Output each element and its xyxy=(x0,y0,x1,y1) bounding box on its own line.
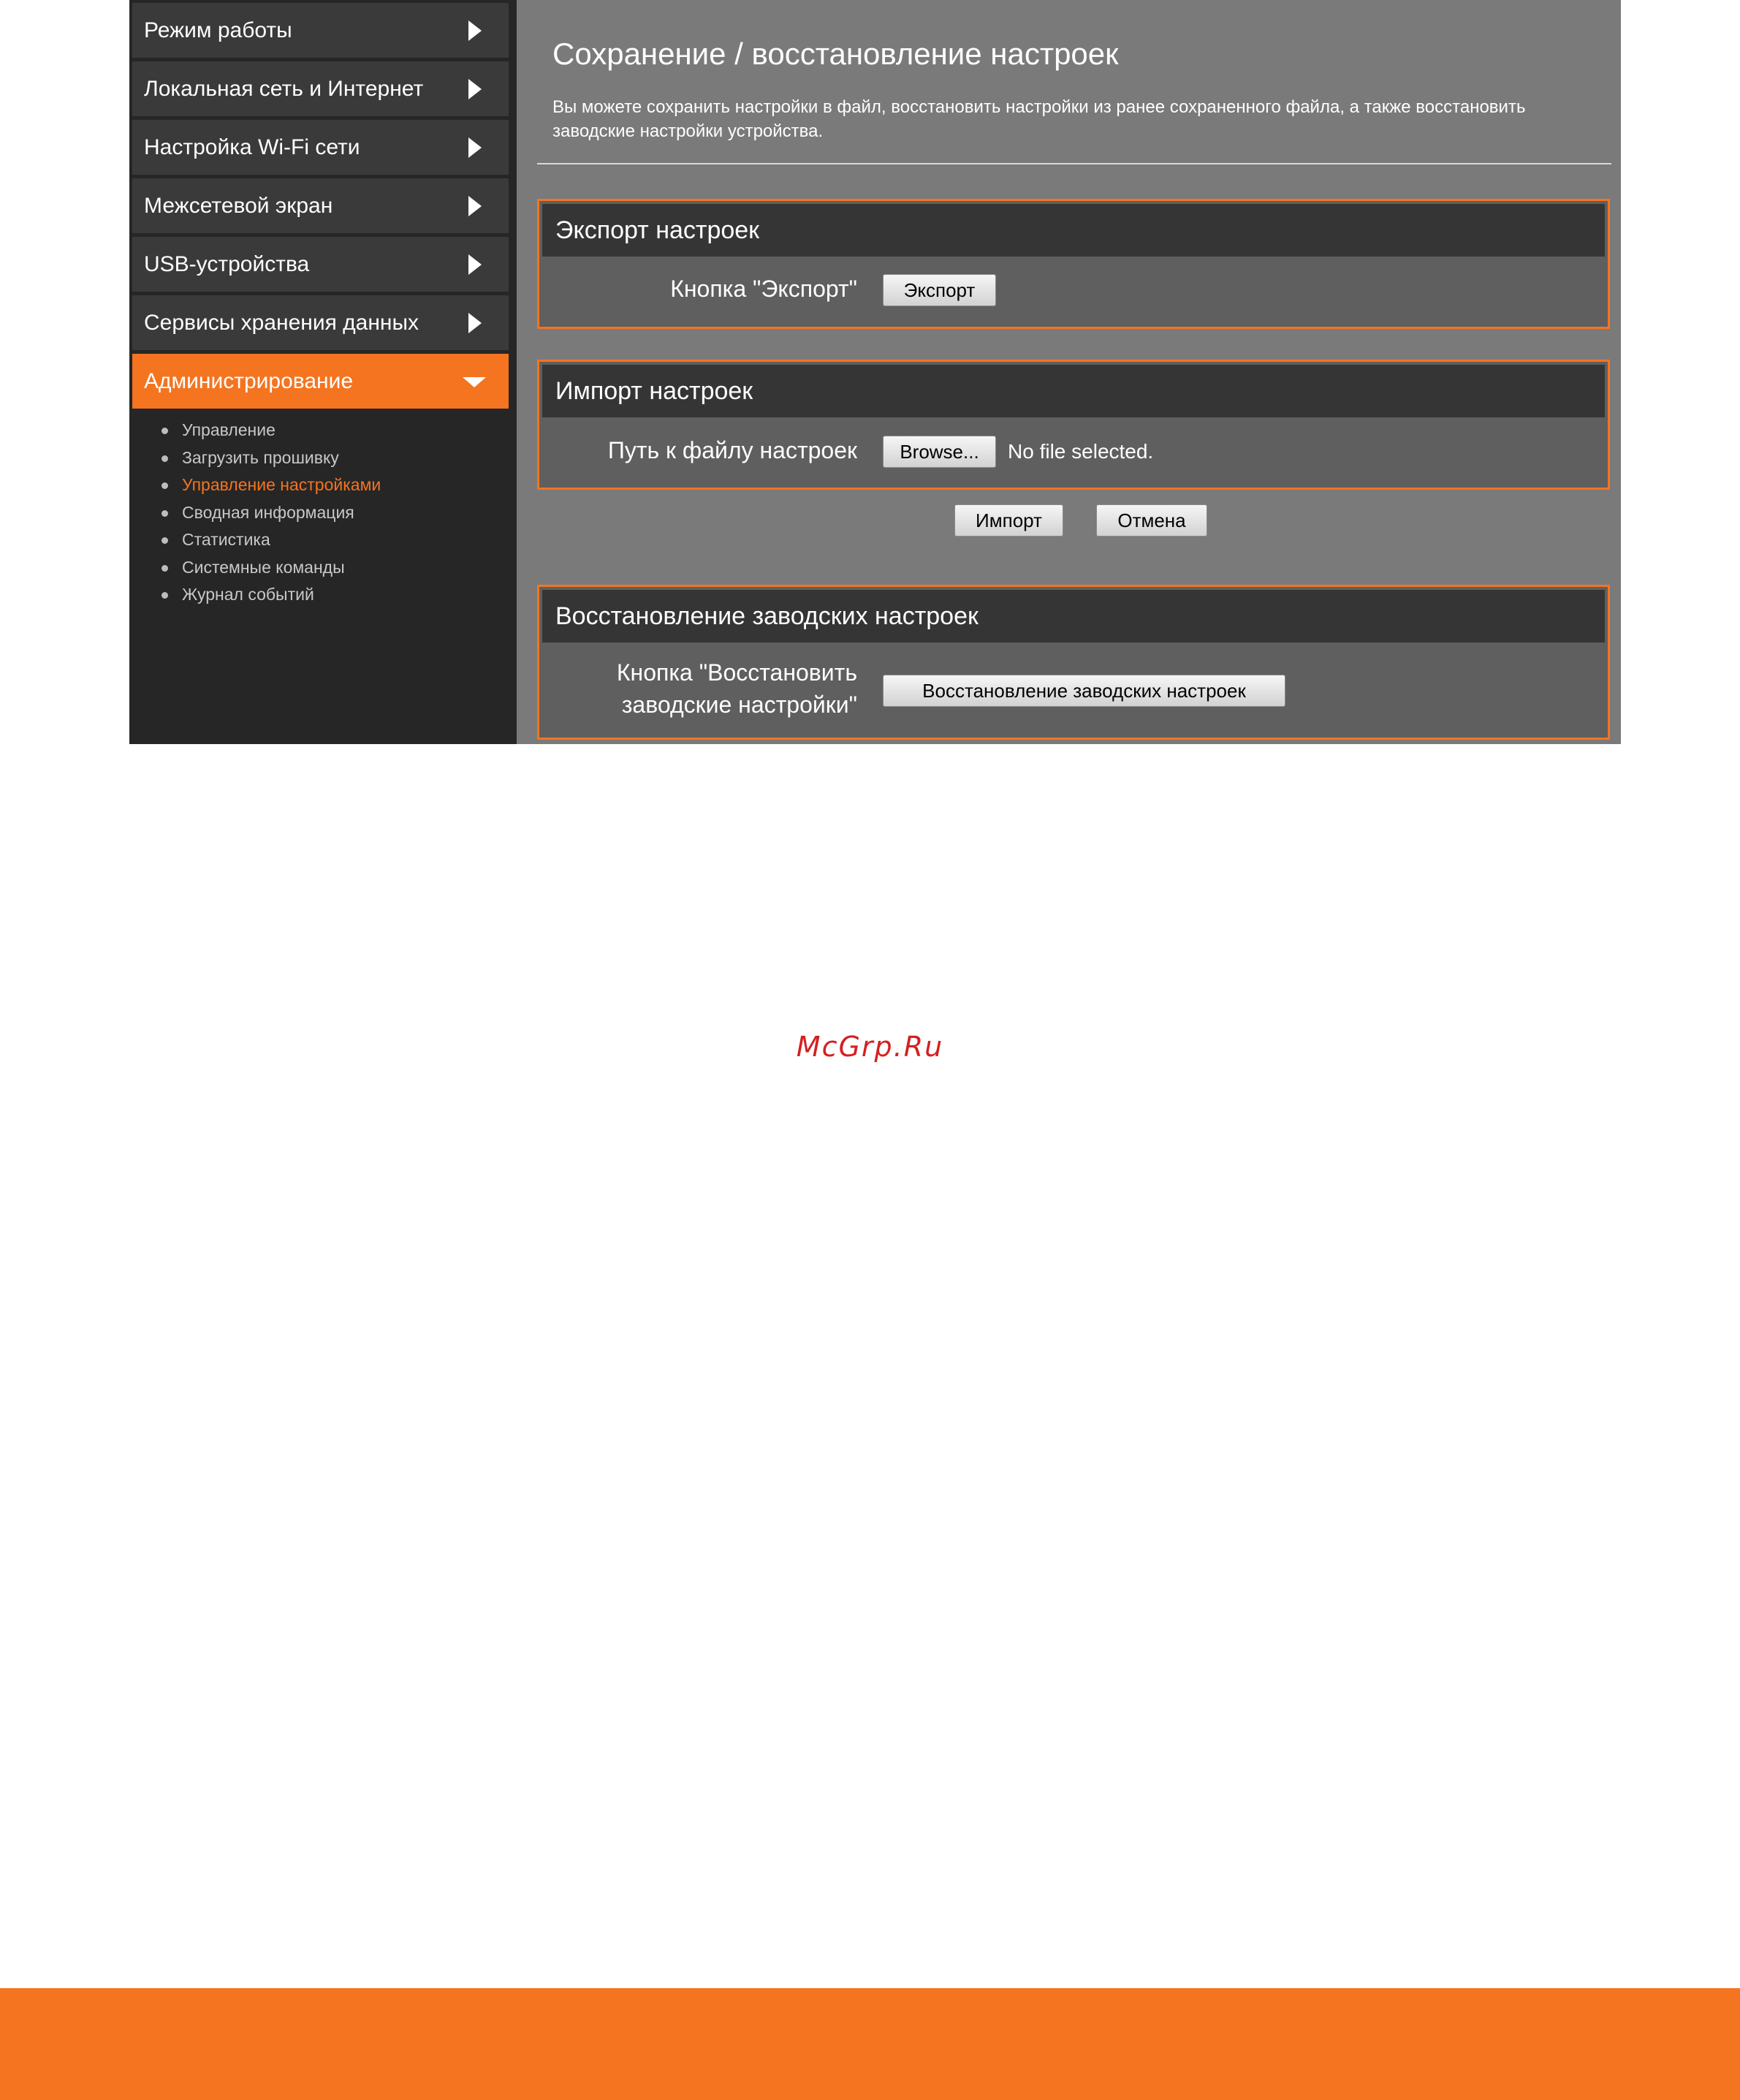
sidebar-item-storage[interactable] xyxy=(132,295,509,350)
router-settings-screenshot xyxy=(129,0,1621,744)
page-title: Сохранение / восстановление настроек xyxy=(552,37,1119,71)
factory-reset-label-line2: заводские настройки" xyxy=(621,691,857,718)
export-panel xyxy=(537,199,1610,329)
sidebar-item-label: Настройка Wi-Fi сети xyxy=(144,134,360,159)
submenu-item-statistics[interactable]: Статистика xyxy=(162,526,381,554)
sidebar xyxy=(129,0,517,744)
sidebar-item-label: Локальная сеть и Интернет xyxy=(144,76,424,101)
chevron-right-icon xyxy=(468,20,482,41)
sidebar-item-lan-internet[interactable] xyxy=(132,61,509,116)
import-button[interactable]: Импорт xyxy=(954,504,1063,537)
sidebar-item-mode[interactable] xyxy=(132,3,509,58)
submenu-item-management[interactable]: Управление xyxy=(162,417,381,444)
browse-button[interactable]: Browse... xyxy=(883,436,996,468)
sidebar-item-wifi[interactable] xyxy=(132,120,509,175)
sidebar-item-label: Администрирование xyxy=(144,368,354,393)
export-label: Кнопка "Экспорт" xyxy=(670,276,857,302)
submenu-item-system-commands[interactable]: Системные команды xyxy=(162,554,381,582)
footer-bar xyxy=(0,1988,1740,2100)
sidebar-item-label: Режим работы xyxy=(144,18,292,42)
submenu xyxy=(162,417,381,609)
import-panel xyxy=(537,360,1610,490)
factory-reset-panel xyxy=(537,585,1610,740)
chevron-right-icon xyxy=(468,196,482,216)
submenu-item-event-log[interactable]: Журнал событий xyxy=(162,581,381,609)
file-status: No file selected. xyxy=(1008,440,1154,463)
export-panel-heading: Экспорт настроек xyxy=(542,204,1605,257)
chevron-right-icon xyxy=(468,137,482,158)
factory-reset-label xyxy=(539,656,857,721)
import-file-label: Путь к файлу настроек xyxy=(607,437,857,463)
watermark: McGrp.Ru xyxy=(796,1031,944,1063)
sidebar-item-label: Сервисы хранения данных xyxy=(144,310,419,335)
sidebar-item-label: USB-устройства xyxy=(144,251,310,276)
chevron-down-icon xyxy=(463,377,486,387)
factory-reset-button[interactable]: Восстановление заводских настроек xyxy=(883,675,1285,707)
main-content xyxy=(517,0,1621,744)
sidebar-item-administration[interactable] xyxy=(132,354,509,409)
chevron-right-icon xyxy=(468,254,482,275)
cancel-button[interactable]: Отмена xyxy=(1096,504,1207,537)
divider xyxy=(537,163,1611,164)
export-button[interactable]: Экспорт xyxy=(883,274,996,306)
sidebar-item-firewall[interactable] xyxy=(132,178,509,233)
import-panel-heading: Импорт настроек xyxy=(542,365,1605,417)
chevron-right-icon xyxy=(468,313,482,333)
submenu-item-firmware[interactable]: Загрузить прошивку xyxy=(162,444,381,472)
factory-reset-heading: Восстановление заводских настроек xyxy=(542,590,1605,642)
sidebar-item-label: Межсетевой экран xyxy=(144,193,333,218)
sidebar-item-usb[interactable] xyxy=(132,237,509,292)
submenu-item-settings-management[interactable]: Управление настройками xyxy=(162,471,381,499)
chevron-right-icon xyxy=(468,79,482,99)
page-description: Вы можете сохранить настройки в файл, восстановить настройки из ранее сохраненного файла, а также восстановить заводские настройки устройства. xyxy=(552,97,1526,141)
submenu-item-summary[interactable]: Сводная информация xyxy=(162,499,381,527)
factory-reset-label-line1: Кнопка "Восстановить xyxy=(616,659,857,686)
